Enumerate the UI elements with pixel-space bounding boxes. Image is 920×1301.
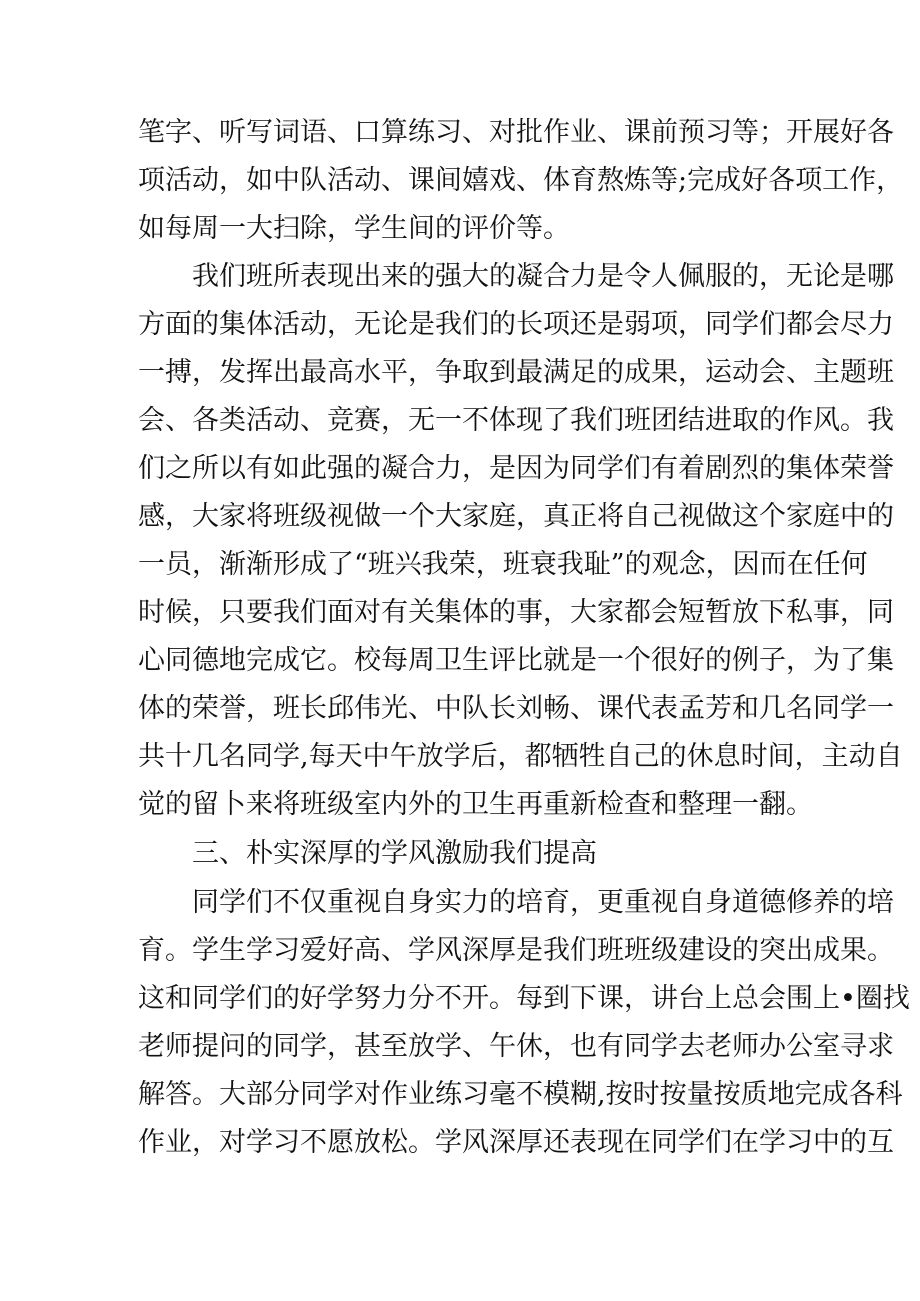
text-line: 体的荣誉，班长邱伟光、中队长刘畅、课代表孟芳和几名同学一 [138,693,894,724]
text-line: 育。学生学习爱好高、学风深厚是我们班班级建设的突出成果。 [138,935,894,966]
text-line: 老师提问的同学，甚至放学、午休，也有同学去老师办公室寻求 [138,1031,894,1062]
paragraph-first-line: 我们班所表现出来的强大的凝合力是令人佩服的，无论是哪 [192,261,894,292]
section-heading: 三、朴实深厚的学风激励我们提高 [192,838,597,869]
text-line: 时候，只要我们面对有关集体的事，大家都会短暂放下私事，同 [138,597,894,628]
text-line: 解答。大部分同学对作业练习毫不模糊,按时按量按质地完成各科 [138,1079,903,1110]
text-line: 一搏，发挥出最高水平，争取到最满足的成果，运动会、主题班 [138,357,894,388]
text-line: 会、各类活动、竞赛，无一不体现了我们班团结进取的作风。我 [138,405,894,436]
text-line: 们之所以有如此强的凝合力，是因为同学们有着剧烈的集体荣誉 [138,453,894,484]
text-line: 觉的留卜来将班级室内外的卫生再重新检查和整理一翻。 [138,789,813,820]
text-line: 笔字、听写词语、口算练习、对批作业、课前预习等；开展好各 [138,117,894,148]
text-line: 共十几名同学,每天中午放学后，都牺牲自己的休息时间，主动自 [138,741,903,772]
text-line: 作业，对学习不愿放松。学风深厚还表现在同学们在学习中的互 [138,1127,894,1158]
text-line: 心同德地完成它。校每周卫生评比就是一个很好的例子，为了集 [138,645,894,676]
text-line: 感，大家将班级视做一个大家庭，真正将自己视做这个家庭中的 [138,501,894,532]
text-line: 项活动，如中队活动、课间嬉戏、体育熬炼等;完成好各项工作， [138,165,904,196]
text-line: 这和同学们的好学努力分不开。每到下课，讲台上总会围上•圈找 [138,983,910,1014]
text-line: 方面的集体活动，无论是我们的长项还是弱项，同学们都会尽力 [138,309,894,340]
text-line: 如每周一大扫除，学生间的评价等。 [138,213,570,244]
paragraph-first-line: 同学们不仅重视自身实力的培育，更重视自身道德修养的培 [192,887,894,918]
text-line: 一员，渐渐形成了“班兴我荣，班衰我耻”的观念，因而在任何 [138,549,868,580]
